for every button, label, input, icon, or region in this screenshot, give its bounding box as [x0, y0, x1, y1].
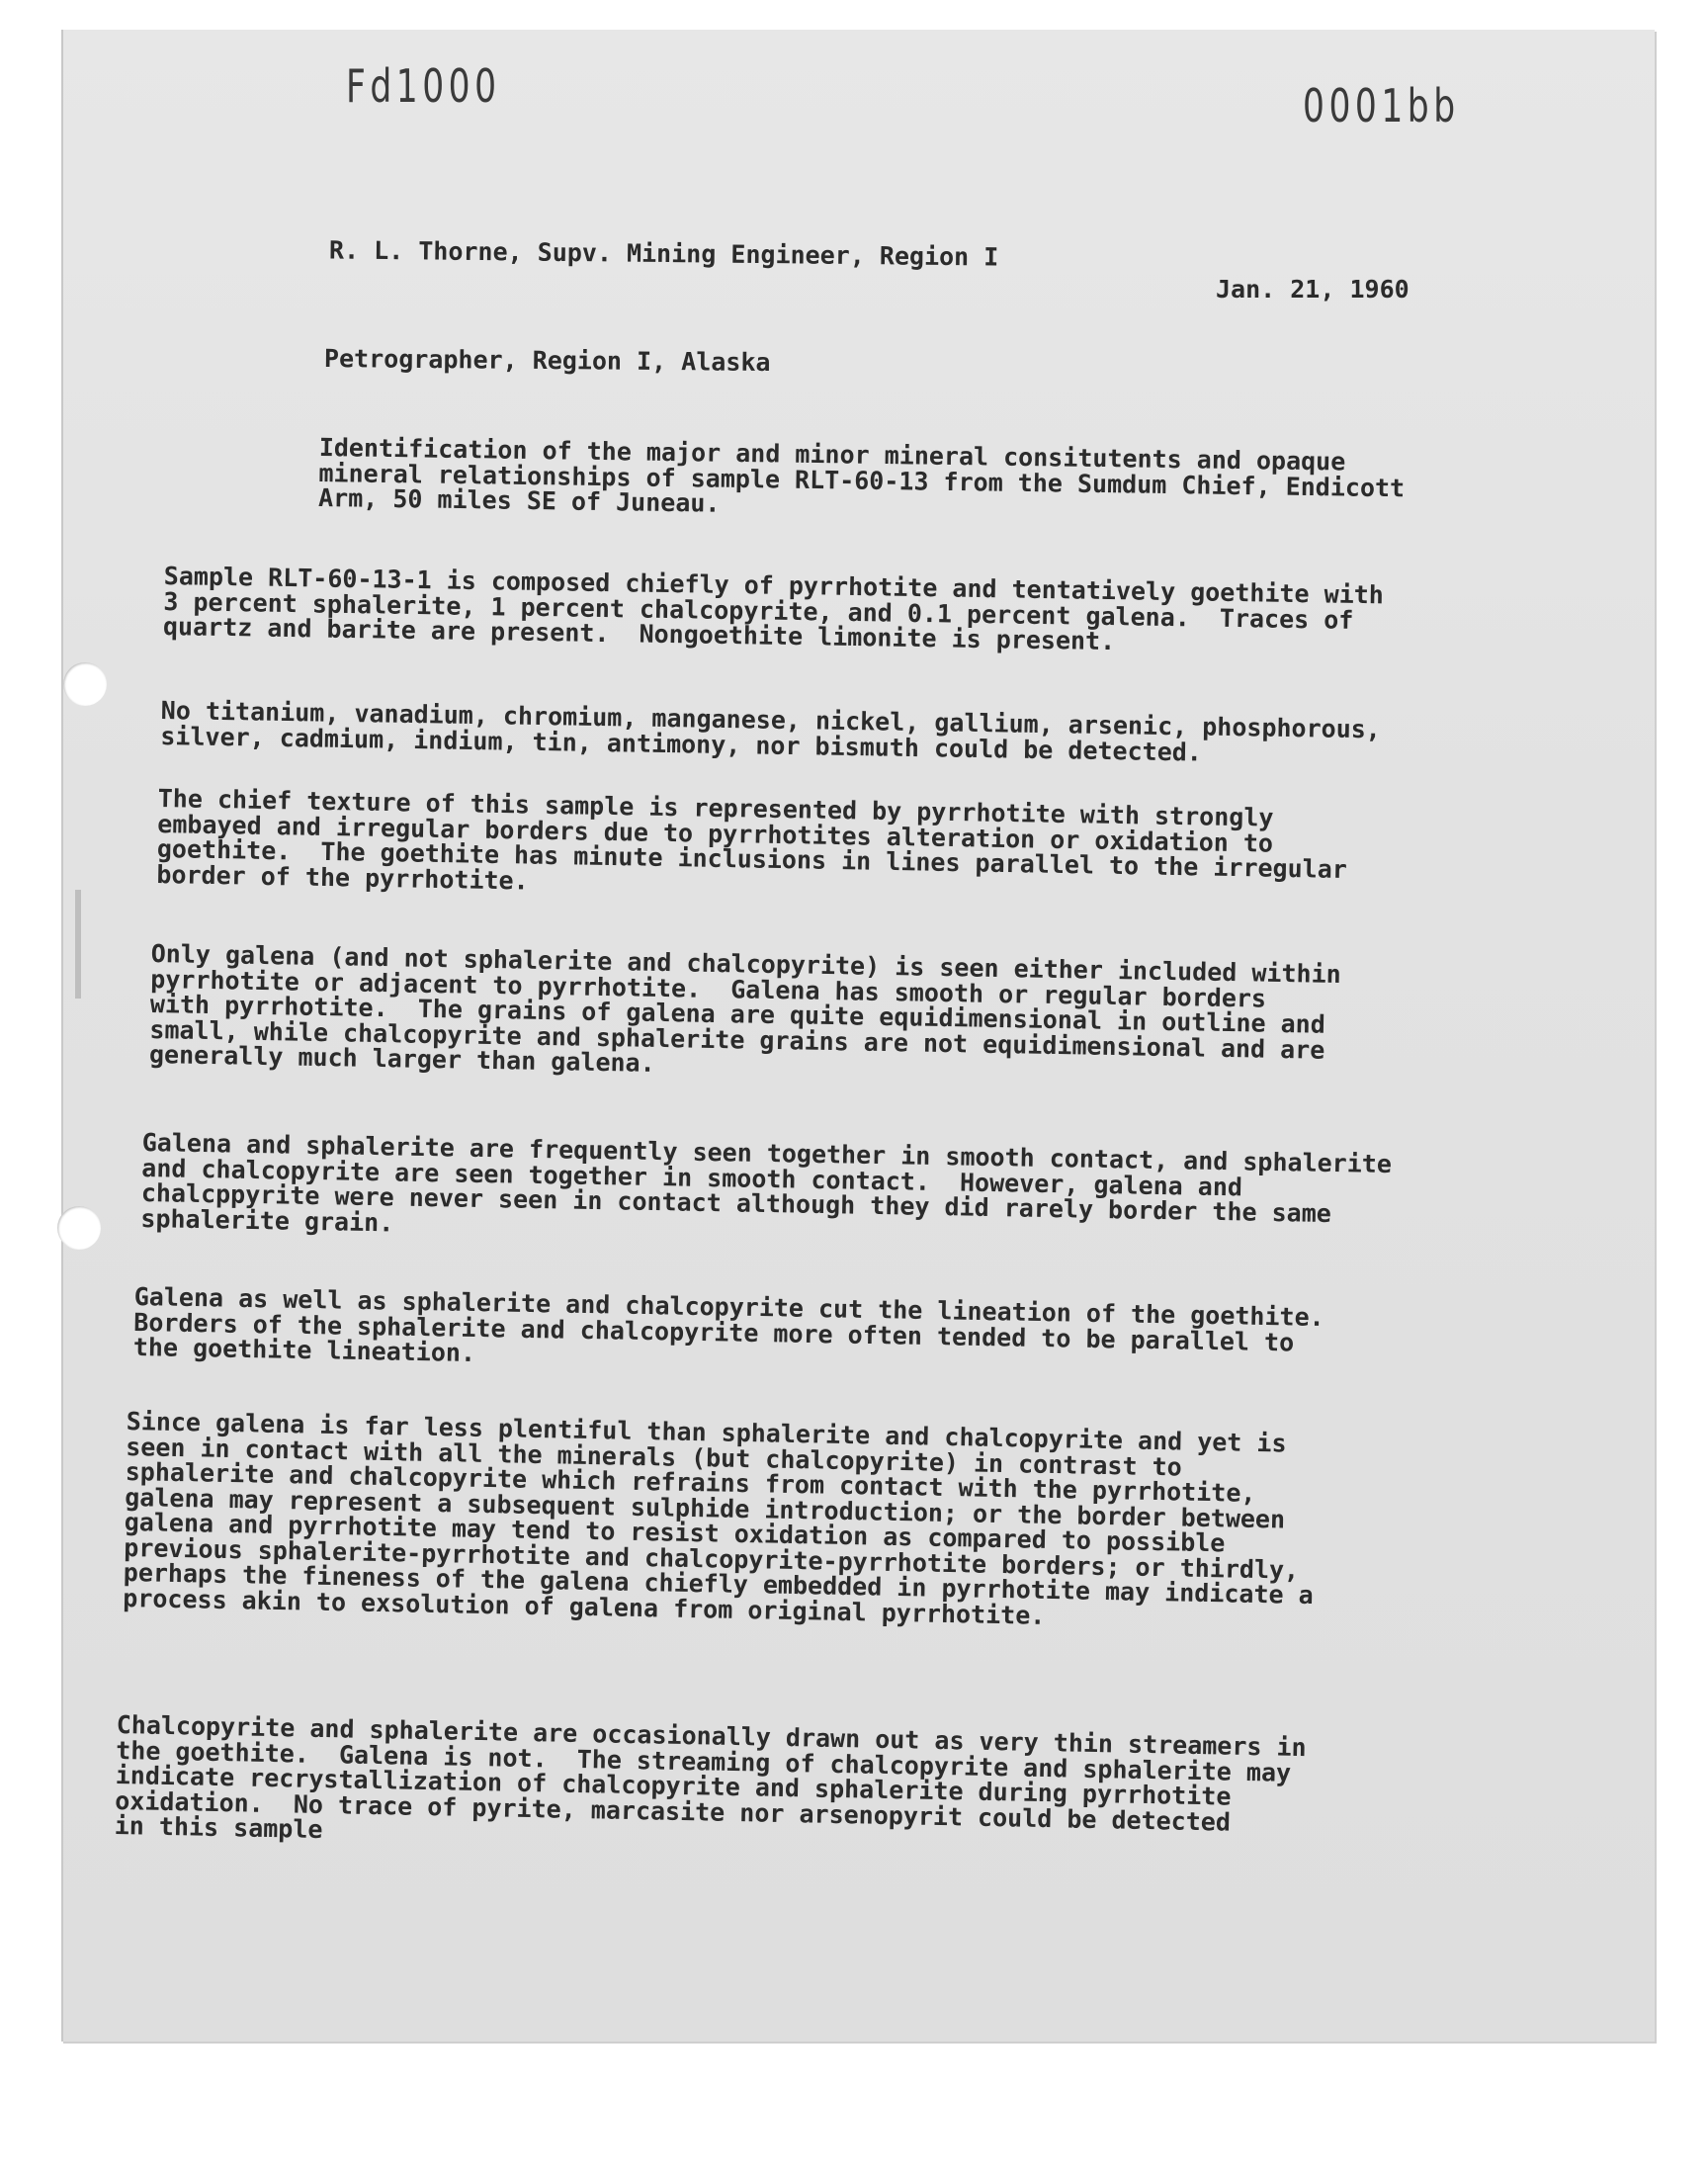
memo-date: Jan. 21, 1960 — [1216, 275, 1409, 304]
body-paragraph: Only galena (and not sphalerite and chalcopyrite) is seen either included within pyrrhotite or adjacent to pyrrhotite. Galena has smooth or regular borders with pyrrhotite. The grains of galena are quite equidimensional in outline and small, while chalcopyrite and sphalerite grains are not equidimensional and are generally much larger than galena. — [148, 939, 1341, 1078]
body-paragraph: Galena and sphalerite are frequently seen together in smooth contact, and sphalerite and chalcopyrite are seen together in smooth contact. However, galena and chalcppyrite were never seen in contact although they did rarely border the same sphalerite grain. — [140, 1128, 1393, 1237]
body-paragraph: Since galena is far less plentiful than sphalerite and chalcopyrite and yet is seen in contact with all the minerals (but chalcopyrite) in contrast to sphalerite and chalcopyrite which refrains from contact with the pyrrhotite, galena may represent a subsequent sulphide introduction; or the border between galena and pyrrhotite may tend to resist oxidation as compared to possible previous sphalerite-pyrrhotite and chalcopyrite-pyrrhotite borders; or thirdly, perhaps the fineness of the galena chiefly embedded in pyrrhotite may indicate a process akin to exsolution of galena from original pyrrhotite. — [123, 1407, 1314, 1630]
document-number-stamp: Fd1000 — [346, 59, 501, 113]
page-number-stamp: 0001bb — [1303, 79, 1460, 132]
memo-from-line: R. L. Thorne, Supv. Mining Engineer, Region I — [328, 235, 999, 272]
memo-to-line: Petrographer, Region I, Alaska — [323, 344, 771, 377]
scan-smudge — [75, 890, 81, 999]
body-paragraph: Galena as well as sphalerite and chalcopyrite cut the lineation of the goethite. Borders of the sphalerite and chalcopyrite more often tended to be parallel to the goethite lineation. — [132, 1282, 1324, 1368]
body-paragraph: Sample RLT-60-13-1 is composed chiefly of pyrrhotite and tentatively goethite with 3 percent sphalerite, 1 percent chalcopyrite, and 0.1 percent galena. Traces of quartz and barite are present. Nongoethite limonite is present. — [162, 562, 1385, 656]
punch-hole — [63, 662, 107, 706]
body-paragraph: Chalcopyrite and sphalerite are occasionally drawn out as very thin streamers in the goethite. Galena is not. The streaming of chalcopyrite and sphalerite may indicate recrystallization of chalcopyrite and sphalerite during pyrrhotite oxidation. No trace of pyrite, marcasite nor arsenopyrit could be detected in this sample — [114, 1710, 1307, 1845]
body-paragraph: The chief texture of this sample is represented by pyrrhotite with strongly embayed and irregular borders due to pyrrhotites alteration or oxidation to goethite. The goethite has minute inclusions in lines parallel to the irregular border of the pyrrhotite. — [156, 784, 1348, 896]
memo-subject: Identification of the major and minor mineral consitutents and opaque mineral relationships of sample RLT-60-13 from the Sumdum Chief, Endicott Arm, 50 miles SE of Juneau. — [317, 433, 1406, 518]
punch-hole — [57, 1206, 101, 1250]
body-paragraph: No titanium, vanadium, chromium, manganese, nickel, gallium, arsenic, phosphorous, silver, cadmium, indium, tin, antimony, nor bismuth could be detected. — [160, 696, 1382, 767]
